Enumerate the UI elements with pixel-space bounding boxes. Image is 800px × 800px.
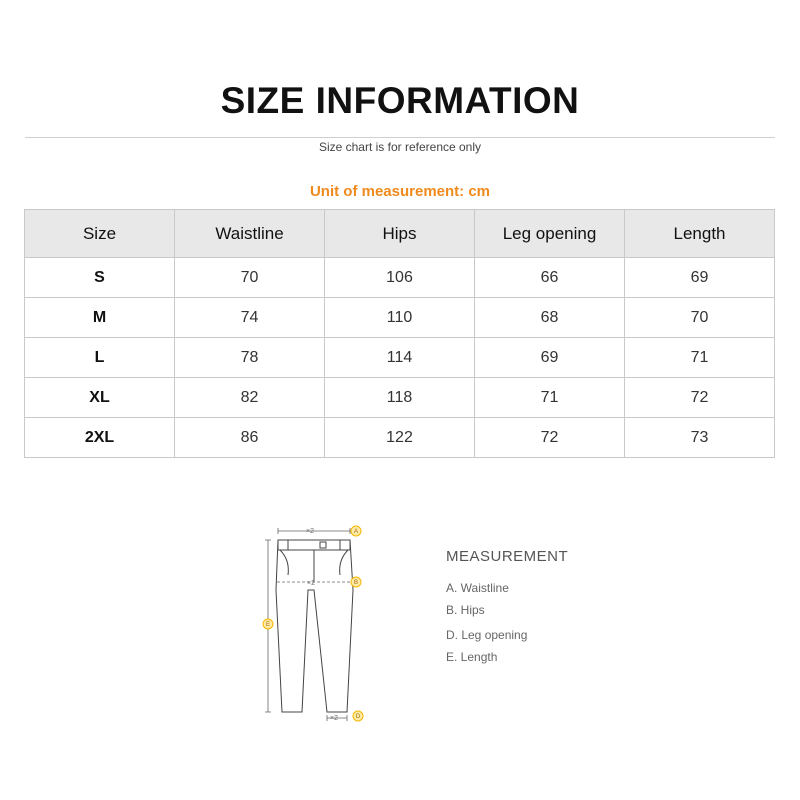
size-cell: M — [25, 298, 175, 338]
table-row — [25, 418, 775, 458]
marker-a-label: A — [353, 529, 359, 535]
waist-dimension-line — [278, 528, 350, 534]
hips-multiplier-label: ×2 — [307, 580, 315, 587]
leg-opening-cell: 68 — [475, 298, 625, 338]
marker-e-label: E — [265, 622, 271, 628]
hips-cell: 118 — [325, 378, 475, 418]
page-title: SIZE INFORMATION — [220, 80, 580, 121]
marker-d-label: D — [355, 714, 361, 720]
pocket-left — [280, 550, 288, 575]
size-cell: 2XL — [25, 418, 175, 458]
column-header-waistline: Waistline — [175, 210, 325, 258]
waistline-cell: 74 — [175, 298, 325, 338]
table-row — [25, 298, 775, 338]
leg-opening-cell: 71 — [475, 378, 625, 418]
leg-opening-cell: 66 — [475, 258, 625, 298]
measurement-item-length: E. Length — [446, 650, 498, 664]
hips-cell: 114 — [325, 338, 475, 378]
measurement-item-waistline: A. Waistline — [446, 581, 509, 595]
table-row — [25, 258, 775, 298]
unit-note: Unit of measurement: cm — [309, 183, 491, 200]
hips-cell: 122 — [325, 418, 475, 458]
table-row — [25, 378, 775, 418]
waist-multiplier-label: ×2 — [306, 528, 314, 535]
leg-opening-cell: 69 — [475, 338, 625, 378]
waistline-cell: 70 — [175, 258, 325, 298]
table-row — [25, 338, 775, 378]
column-header-size: Size — [25, 210, 175, 258]
column-header-leg-opening: Leg opening — [475, 210, 625, 258]
size-cell: L — [25, 338, 175, 378]
size-cell: XL — [25, 378, 175, 418]
size-cell: S — [25, 258, 175, 298]
waistline-cell: 78 — [175, 338, 325, 378]
length-cell: 71 — [625, 338, 775, 378]
marker-b-label: B — [353, 580, 359, 586]
pants-diagram — [250, 520, 380, 730]
length-cell: 70 — [625, 298, 775, 338]
table-header-row — [25, 210, 775, 258]
waistline-cell: 82 — [175, 378, 325, 418]
leg-opening-cell: 72 — [475, 418, 625, 458]
hips-cell: 110 — [325, 298, 475, 338]
length-cell: 69 — [625, 258, 775, 298]
pocket-right — [340, 550, 348, 575]
leg-multiplier-label: ×2 — [330, 715, 338, 722]
waistline-cell: 86 — [175, 418, 325, 458]
measurement-item-hips: B. Hips — [446, 603, 485, 617]
length-cell: 72 — [625, 378, 775, 418]
size-table — [24, 209, 775, 458]
waistband — [278, 540, 350, 550]
column-header-hips: Hips — [325, 210, 475, 258]
length-cell: 73 — [625, 418, 775, 458]
measurement-item-leg-opening: D. Leg opening — [446, 628, 528, 642]
column-header-length: Length — [625, 210, 775, 258]
title-divider — [25, 137, 775, 138]
hips-cell: 106 — [325, 258, 475, 298]
measurement-title: MEASUREMENT — [446, 548, 569, 565]
waist-button — [320, 542, 326, 548]
reference-note: Size chart is for reference only — [318, 140, 482, 154]
